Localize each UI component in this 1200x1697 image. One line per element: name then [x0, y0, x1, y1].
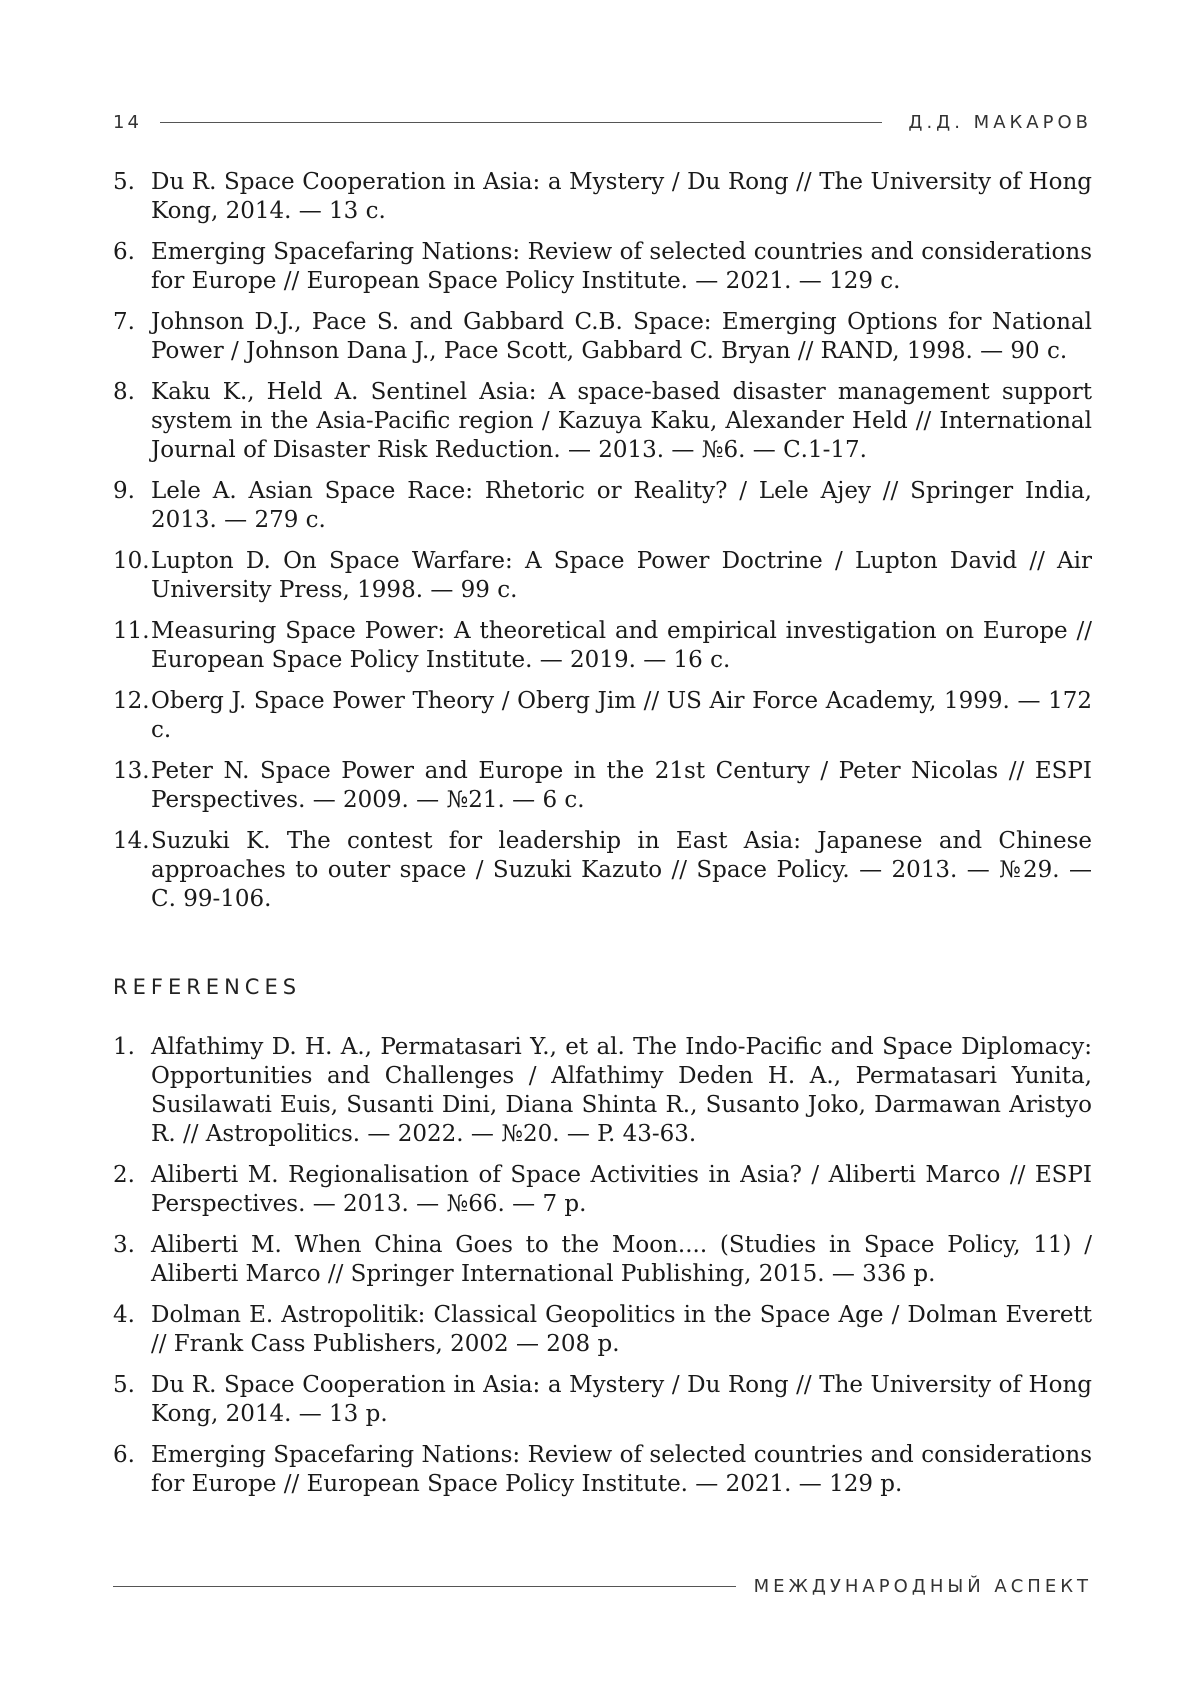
- reference-number: 10.: [113, 548, 150, 574]
- reference-text: Lupton D. On Space Warfare: A Space Power Doctrine / Lupton David // Air University Press, 1998. — 99 с.: [151, 548, 1092, 603]
- journal-name: МЕЖДУНАРОДНЫЙ АСПЕКТ: [753, 1575, 1092, 1597]
- reference-text: Dolman E. Astropolitik: Classical Geopolitics in the Space Age / Dolman Everett // Frank Cass Publishers, 2002 — 208 p.: [151, 1302, 1092, 1357]
- reference-item: [113, 1161, 1092, 1219]
- reference-item: [113, 1231, 1092, 1289]
- reference-text: Aliberti M. Regionalisation of Space Activities in Asia? / Aliberti Marco // ESPI Perspectives. — 2013. — №66. — 7 p.: [151, 1162, 1092, 1217]
- reference-text: Johnson D.J., Pace S. and Gabbard C.B. Space: Emerging Options for National Power / Johnson Dana J., Pace Scott, Gabbard C. Bryan // RAND, 1998. — 90 с.: [151, 309, 1092, 364]
- reference-number: 2.: [113, 1162, 135, 1188]
- reference-number: 13.: [113, 758, 150, 784]
- reference-number: 14.: [113, 828, 150, 854]
- references-list: [113, 1033, 1092, 1511]
- reference-text: Oberg J. Space Power Theory / Oberg Jim // US Air Force Academy, 1999. — 172 с.: [151, 688, 1092, 743]
- reference-item: [113, 547, 1092, 605]
- reference-number: 4.: [113, 1302, 135, 1328]
- running-head-author: Д.Д. МАКАРОВ: [908, 111, 1092, 133]
- page-header: [113, 110, 1092, 134]
- reference-number: 3.: [113, 1232, 135, 1258]
- reference-item: [113, 617, 1092, 675]
- reference-item: [113, 1033, 1092, 1149]
- reference-text: Lele A. Asian Space Race: Rhetoric or Reality? / Lele Ajey // Springer India, 2013. — 279 с.: [151, 478, 1092, 533]
- reference-item: [113, 1441, 1092, 1499]
- reference-text: Alfathimy D. H. A., Permatasari Y., et al. The Indo-Pacific and Space Diplomacy: Opportunities and Challenges / Alfathimy Deden H. A., Permatasari Yunita, Susilawati Euis, Susanti Dini, Diana Shinta R., Susanto Joko, Darmawan Aristyo R. // Astropolitics. — 2022. — №20. — P. 43-63.: [151, 1034, 1092, 1147]
- footer-rule: [113, 1586, 736, 1587]
- reference-item: [113, 238, 1092, 296]
- reference-number: 12.: [113, 688, 150, 714]
- page-footer: [113, 1574, 1092, 1598]
- reference-number: 6.: [113, 1442, 135, 1468]
- reference-text: Aliberti M. When China Goes to the Moon.... (Studies in Space Policy, 11) / Aliberti Marco // Springer International Publishing, 2015. — 336 p.: [151, 1232, 1092, 1287]
- reference-text: Emerging Spacefaring Nations: Review of selected countries and considerations for Europe // European Space Policy Institute. — 2021. — 129 с.: [151, 239, 1092, 294]
- reference-item: [113, 827, 1092, 914]
- reference-item: [113, 1371, 1092, 1429]
- reference-text: Kaku K., Held A. Sentinel Asia: A space-based disaster management support system in the Asia-Pacific region / Kazuya Kaku, Alexander Held // International Journal of Disaster Risk Reduction. — 2013. — №6. — С.1-17.: [151, 379, 1092, 463]
- reference-text: Emerging Spacefaring Nations: Review of selected countries and considerations for Europe // European Space Policy Institute. — 2021. — 129 p.: [151, 1442, 1092, 1497]
- header-rule: [160, 122, 882, 123]
- reference-text: Du R. Space Cooperation in Asia: a Mystery / Du Rong // The University of Hong Kong, 2014. — 13 с.: [151, 169, 1092, 224]
- reference-number: 5.: [113, 1372, 135, 1398]
- reference-number: 5.: [113, 169, 135, 195]
- reference-text: Suzuki K. The contest for leadership in East Asia: Japanese and Chinese approaches to outer space / Suzuki Kazuto // Space Policy. — 2013. — №29. — С. 99-106.: [151, 828, 1092, 912]
- reference-number: 8.: [113, 379, 135, 405]
- reference-item: [113, 687, 1092, 745]
- reference-number: 9.: [113, 478, 135, 504]
- reference-number: 1.: [113, 1034, 135, 1060]
- bibliography-list: [113, 168, 1092, 926]
- references-heading: REFERENCES: [113, 975, 302, 999]
- reference-number: 11.: [113, 618, 150, 644]
- reference-item: [113, 477, 1092, 535]
- reference-item: [113, 757, 1092, 815]
- reference-item: [113, 308, 1092, 366]
- reference-number: 7.: [113, 309, 135, 335]
- reference-item: [113, 378, 1092, 465]
- reference-text: Peter N. Space Power and Europe in the 21st Century / Peter Nicolas // ESPI Perspectives. — 2009. — №21. — 6 с.: [151, 758, 1092, 813]
- reference-item: [113, 168, 1092, 226]
- reference-number: 6.: [113, 239, 135, 265]
- reference-item: [113, 1301, 1092, 1359]
- reference-text: Du R. Space Cooperation in Asia: a Mystery / Du Rong // The University of Hong Kong, 2014. — 13 p.: [151, 1372, 1092, 1427]
- reference-text: Measuring Space Power: A theoretical and empirical investigation on Europe // European Space Policy Institute. — 2019. — 16 с.: [151, 618, 1092, 673]
- page-number: 14: [113, 111, 142, 133]
